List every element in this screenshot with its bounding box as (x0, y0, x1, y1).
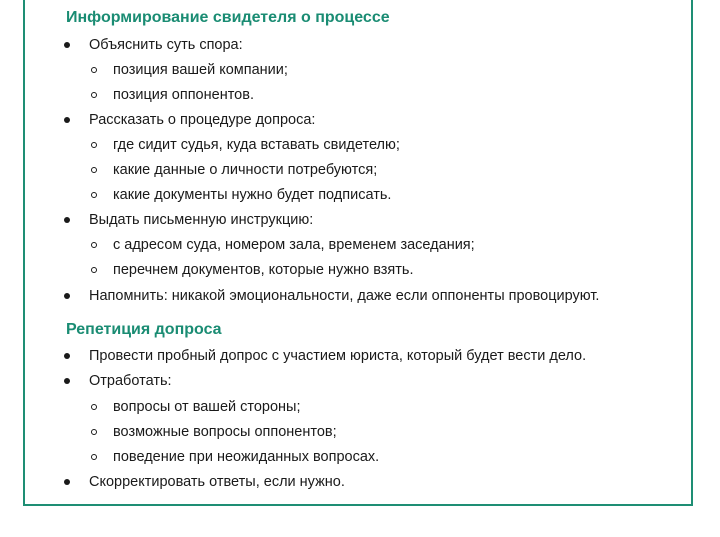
bullet-disc (64, 479, 70, 485)
bullet-disc (64, 217, 70, 223)
list-item: Провести пробный допрос с участием юриста, который будет вести дело. (89, 348, 587, 364)
bullet-circle (91, 429, 97, 435)
section-heading-rehearsal: Репетиция допроса (66, 321, 222, 338)
bullet-circle (91, 67, 97, 73)
bullet-disc (64, 117, 70, 123)
bullet-disc (64, 293, 70, 299)
list-item: Скорректировать ответы, если нужно. (89, 474, 345, 490)
list-subitem: вопросы от вашей стороны; (113, 399, 301, 415)
list-item: Отработать: (89, 373, 172, 389)
list-subitem: какие документы нужно будет подписать. (113, 187, 392, 203)
bullet-circle (91, 404, 97, 410)
list-subitem: возможные вопросы оппонентов; (113, 424, 337, 440)
bullet-circle (91, 92, 97, 98)
list-subitem: поведение при неожиданных вопросах. (113, 449, 380, 465)
list-item: Объяснить суть спора: (89, 37, 243, 53)
list-subitem: перечнем документов, которые нужно взять. (113, 262, 414, 278)
list-subitem: позиция вашей компании; (113, 62, 288, 78)
list-item: Напомнить: никакой эмоциональности, даже если оппоненты провоцируют. (89, 288, 600, 304)
list-item: Рассказать о процедуре допроса: (89, 112, 316, 128)
list-subitem: где сидит судья, куда вставать свидетелю; (113, 137, 400, 153)
bullet-disc (64, 42, 70, 48)
list-subitem: с адресом суда, номером зала, временем заседания; (113, 237, 475, 253)
section-heading-informing: Информирование свидетеля о процессе (66, 9, 390, 26)
bullet-circle (91, 454, 97, 460)
bullet-circle (91, 167, 97, 173)
bullet-circle (91, 242, 97, 248)
bullet-circle (91, 192, 97, 198)
bullet-disc (64, 378, 70, 384)
list-item: Выдать письменную инструкцию: (89, 212, 314, 228)
bullet-circle (91, 142, 97, 148)
list-subitem: позиция оппонентов. (113, 87, 254, 103)
list-subitem: какие данные о личности потребуются; (113, 162, 378, 178)
bullet-disc (64, 353, 70, 359)
bullet-circle (91, 267, 97, 273)
